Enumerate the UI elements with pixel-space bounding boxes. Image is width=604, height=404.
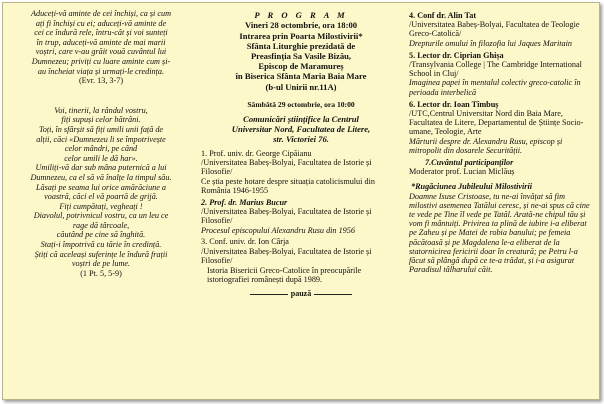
- session-title-line: str. Victoriei 76.: [273, 133, 329, 144]
- pause-dash-left: [250, 294, 288, 295]
- verse-line: Lăsați pe seama lui orice amărăciune a: [35, 182, 167, 192]
- talk-topic: Imaginea papei în mentalul colectiv greco-catolic în perioada interbelică: [409, 78, 581, 97]
- verse-line: Dumnezeu; priviți cu luare aminte cum și-: [31, 56, 171, 66]
- middle-column: [201, 11, 401, 399]
- verse-line: celor mândri, pe când: [64, 144, 138, 154]
- hebrews-verse: [7, 9, 195, 86]
- talk-topic: Procesul episcopului Alexandru Rusu din 1956: [201, 225, 355, 235]
- program-item: [201, 149, 401, 196]
- session-title-line: Universitar Nord, Facultatea de Litere,: [231, 124, 371, 135]
- speaker-affiliation: /Universitatea Babeș-Bolyai, Facultatea de Istorie și Filosofie/: [201, 207, 372, 226]
- speaker-name: 2. Prof. dr. Marius Bucur: [201, 197, 288, 207]
- verse-line: voastră, căci el vă poartă de grijă.: [44, 192, 158, 202]
- left-column: [7, 9, 195, 399]
- program-item: [409, 51, 595, 97]
- verse-line: cei ce îndură rele, întru-cât și voi sunteți: [34, 28, 168, 38]
- verse-line: voștri de pe lume.: [71, 259, 131, 269]
- program-item: [201, 198, 401, 236]
- header-line: Preasfinția Sa Vasile Bizău,: [250, 51, 352, 62]
- verse-line: Aduceți-vă aminte de cei închiși, ca și cum: [30, 9, 172, 18]
- speaker-name: 6. Lector dr. Ioan Tîmbuș: [409, 99, 499, 109]
- program-item: [201, 237, 401, 284]
- verse-reference: (1 Pt. 5, 5-9): [80, 268, 122, 278]
- verse-line: fiți supuși celor bătrâni.: [61, 115, 141, 125]
- verse-line: Voi, tinerii, la rândul vostru,: [54, 105, 148, 115]
- header-line: Vineri 28 octombrie, ora 18:00: [244, 20, 358, 31]
- session-title-line: Comunicări științifice la Centrul: [243, 114, 359, 125]
- header-line: Intrarea prin Poarta Milostivirii*: [239, 30, 363, 41]
- verse-line: Stați-i împotrivă cu tărie în credință.: [40, 240, 162, 250]
- friday-header: [201, 20, 401, 91]
- speaker-name: 3. Conf. univ. dr. Ion Cârja: [201, 237, 289, 247]
- header-line: Sfânta Liturghie prezidată de: [246, 40, 356, 51]
- speaker-name: 1. Prof. univ. dr. George Cipăianu: [201, 148, 312, 158]
- peter-verse: [7, 106, 195, 279]
- prayer-title: *Rugăciunea Jubileului Milostivirii: [411, 182, 533, 192]
- jubilee-prayer: [409, 182, 595, 274]
- speaker-affiliation: /Universitatea Babeș-Bolyai, Facultatea de Teologie Greco-Catolică/: [409, 20, 580, 39]
- verse-line: căutând pe cine să înghită.: [56, 230, 146, 240]
- verse-line: rage dă târcoale,: [72, 220, 130, 230]
- participants-heading: 7.Cuvântul participanților: [425, 158, 514, 168]
- speaker-affiliation: /UTC,Centrul Universitar Nord din Baia Mare, Facultatea de Litere, Departamentul de Științe Socio-umane, Teologie, Arte: [409, 109, 584, 137]
- right-column: [409, 11, 595, 399]
- verse-line: alții, căci «Dumnezeu li se împotrivește: [36, 134, 166, 144]
- verse-line: în trup, aduceți-vă aminte de mai marii: [36, 37, 166, 47]
- verse-reference: (Evr. 13, 3-7): [78, 76, 124, 86]
- header-line: în Biserica Sfânta Maria Baia Mare: [235, 71, 367, 82]
- verse-line: ați fi închiși cu ei; aduceți-vă aminte de: [35, 18, 167, 28]
- speaker-name: 5. Lector dr. Ciprian Ghișa: [409, 50, 504, 60]
- speaker-affiliation: /Transylvania College | The Cambridge International School in Cluj/: [409, 60, 582, 79]
- pause-label: pauză: [290, 289, 312, 299]
- verse-line: Diavolul, potrivnicul vostru, ca un leu ce: [33, 211, 169, 221]
- verse-line: au încheiat viața și urmați-le credința.: [37, 66, 165, 76]
- verse-line: Știți că aceleași suferințe le îndură frații: [34, 249, 168, 259]
- talk-topic: Drepturile omului în filozofia lui Jaques Maritain: [409, 38, 572, 48]
- program-title: P R O G R A M: [254, 11, 348, 20]
- program-item: [409, 11, 595, 48]
- pause-marker: [201, 289, 401, 298]
- brochure-page: [2, 2, 600, 400]
- verse-line: Dumnezeu, ca el să vă înalțe la timpul său.: [30, 172, 172, 182]
- header-line: (b-ul Unirii nr.11A): [265, 81, 337, 92]
- verse-line: voștri, care v-au grăit vouă cuvântul lui: [35, 47, 167, 57]
- verse-line: Toți, în sfârșit să fiți umili unii față de: [38, 124, 164, 134]
- verse-line: Fiți cumpătați, vegheați !: [59, 201, 143, 211]
- session-title: [201, 115, 401, 144]
- verse-line: Umiliți-vă dar sub mâna puternică a lui: [35, 163, 167, 173]
- talk-topic: Mărturii despre dr. Alexandru Rusu, episcop și mitropolit din dosarele Securității.: [409, 136, 563, 155]
- verse-line: celor umili le dă har».: [64, 153, 138, 163]
- speaker-affiliation: /Universitatea Babeș-Bolyai, Facultatea de Istorie și Filosofie/: [201, 158, 372, 177]
- pause-dash-right: [314, 294, 352, 295]
- saturday-date: Sâmbătă 29 octombrie, ora 10:00: [247, 99, 355, 109]
- program-item: [409, 100, 595, 155]
- moderator-line: Moderator prof. Lucian Miclăuș: [409, 167, 515, 177]
- header-line: Episcop de Maramureș: [258, 61, 344, 72]
- prayer-text: Doamne Isuse Cristoase, tu ne-ai învățat să fim milostivi asemenea Tatălui ceresc, și ne-ai spus că cine te vede pe Tine îl vede pe Tatăl. Arată-ne chipul tău și vom fi mântuiți. Privirea ta plină de iubire i-a eliberat pe Zaheu și pe Matei de robia banului; pe femeia păcătoasă și pe Magdalena le-a eliberat de la statornicirea fericirii doar în creatură; pe Petru l-a făcut să plângă după ce te-a trădat, și i-a asigurat Paradisul tâlharului căit.: [409, 191, 590, 275]
- speaker-name: 4. Conf dr. Alin Tat: [409, 11, 477, 20]
- speaker-affiliation: /Universitatea Babeș-Bolyai, Facultatea de Istorie și Filosofie/: [201, 246, 372, 266]
- talk-topic: Istoria Bisericii Greco-Catolice în preocupările istoriografiei românești după 1989.: [207, 265, 362, 284]
- talk-topic: Ce știa peste hotare despre situația catolicismului din România 1946-1955: [201, 176, 375, 196]
